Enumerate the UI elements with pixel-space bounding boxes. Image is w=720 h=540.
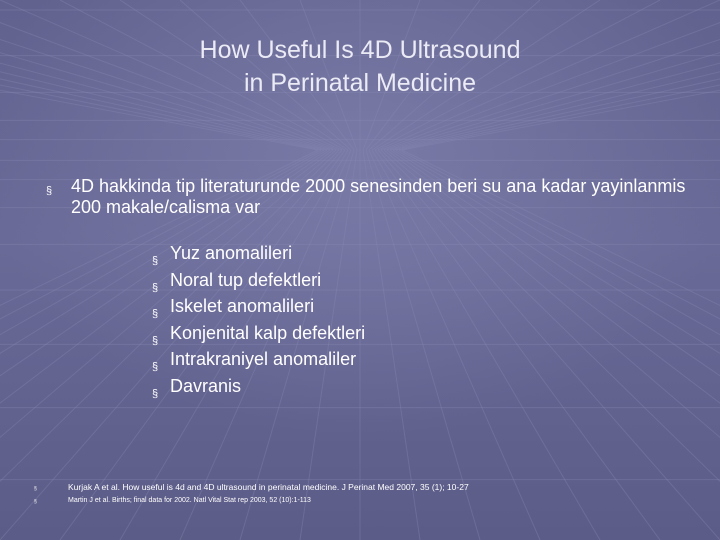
bullet-marker-icon: §: [152, 387, 159, 400]
bullet-marker-icon: §: [46, 185, 53, 197]
bullet-marker-icon: §: [152, 334, 159, 347]
reference-text: Martin J et al. Births; final data for 2002. Natl Vital Stat rep 2003, 52 (10):1-113: [68, 497, 311, 504]
slide-title-line-1: How Useful Is 4D Ultrasound: [199, 36, 521, 64]
sub-bullet-text: Noral tup defektleri: [170, 269, 322, 290]
sub-bullet-text: Iskelet anomalileri: [170, 296, 315, 316]
bullet-marker-icon: §: [152, 281, 159, 294]
sub-bullet-text: Intrakraniyel anomaliler: [170, 349, 357, 369]
bullet-marker-icon: §: [34, 486, 37, 492]
sub-bullet-text: Yuz anomalileri: [170, 243, 293, 263]
slide-title-line-2: in Perinatal Medicine: [243, 69, 477, 97]
bullet-marker-icon: §: [152, 255, 159, 267]
bullet-marker-icon: §: [34, 499, 37, 505]
bullet-marker-icon: §: [152, 361, 159, 373]
sub-bullet-text: Davranis: [170, 375, 242, 396]
sub-bullet-text: Konjenital kalp defektleri: [170, 322, 366, 343]
main-bullet-text: 4D hakkinda tip literaturunde 2000 senesinden beri su ana kadar yayinlanmis 200 makale/calisma var: [71, 176, 686, 217]
bullet-marker-icon: §: [152, 308, 159, 320]
reference-text: Kurjak A et al. How useful is 4d and 4D ultrasound in perinatal medicine. J Perinat Med 2007, 35 (1); 10-27: [68, 482, 469, 492]
slide-title: [0, 34, 720, 100]
